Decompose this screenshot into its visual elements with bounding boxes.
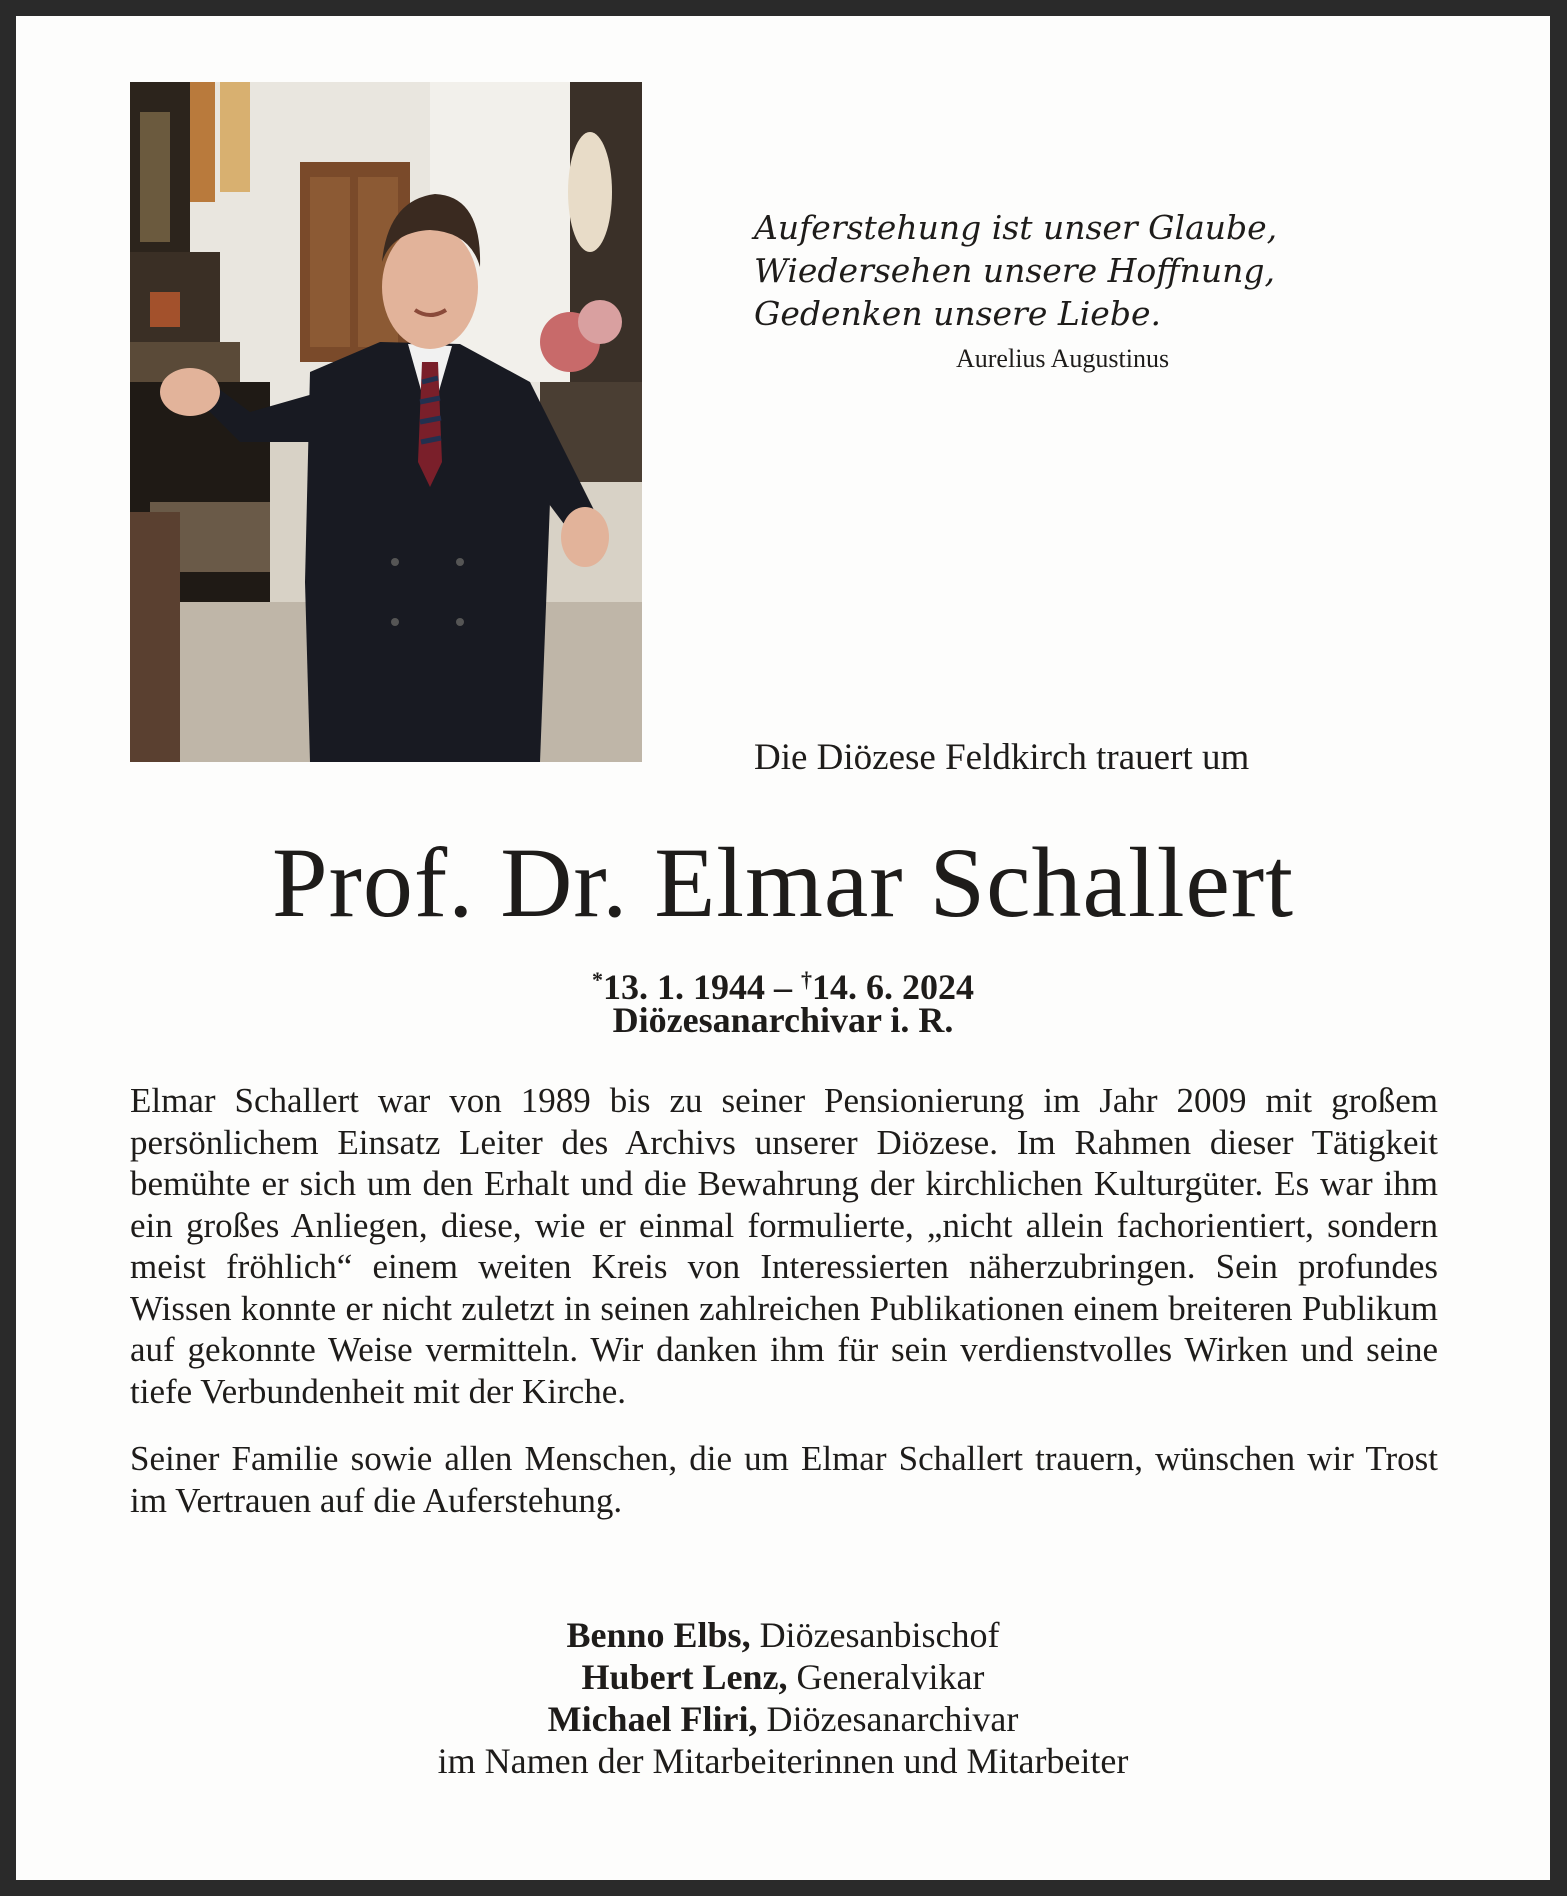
signature-line [16,1698,1550,1740]
signer-title: Diözesanarchivar [757,1699,1019,1739]
obituary-paragraph: Elmar Schallert war von 1989 bis zu seiner Pensionierung im Jahr 2009 mit großem persönlichem Einsatz Leiter des Archivs unserer Diözese. Im Rahmen dieser Tätigkeit bemühte er sich um den Erhalt und die Bewahrung der kirchlichen Kulturgüter. Es war ihm ein großes Anliegen, diese, wie er einmal formulierte, „nicht allein fachorientiert, sondern meist fröhlich“ einem weiten Kreis von Interessierten näherzubringen. Sein profundes Wissen konnte er nicht zuletzt in seinen zahlreichen Publikationen einem breiteren Publikum auf gekonnte Weise vermitteln. Wir danken ihm für sein verdienstvolles Wirken und seine tiefe Verbundenheit mit der Kirche. [130,1081,1438,1411]
intro-text: Die Diözese Feldkirch trauert um [754,737,1250,778]
signer-name: Michael Fliri, [547,1699,758,1739]
death-symbol: † [801,967,812,992]
birth-date: 13. 1. 1944 [603,967,765,1007]
signer-title: Diözesanbischof [750,1615,1000,1655]
portrait-photo [130,82,642,762]
signer-title: Generalvikar [787,1657,985,1697]
obituary-page [16,16,1550,1880]
signature-line [16,1656,1550,1698]
birth-symbol: * [592,967,603,992]
quote-line: Auferstehung ist unser Glaube, [754,208,1278,247]
signature-line [16,1614,1550,1656]
obituary-paragraph: Seiner Familie sowie allen Menschen, die um Elmar Schallert trauern, wünschen wir Trost im Vertrauen auf die Auferstehung. [130,1439,1438,1520]
obituary-text [130,1080,1438,1547]
deceased-role: Diözesanarchivar i. R. [612,1000,954,1040]
closing-line: im Namen der Mitarbeiterinnen und Mitarbeiter [437,1741,1129,1781]
signer-name: Hubert Lenz, [581,1657,788,1697]
signatures [16,1614,1550,1782]
death-date: 14. 6. 2024 [812,967,974,1007]
quote [754,206,1278,335]
quote-author: Aurelius Augustinus [956,344,1170,373]
signer-name: Benno Elbs, [566,1615,751,1655]
quote-line: Wiedersehen unsere Hoffnung, [754,251,1276,290]
quote-line: Gedenken unsere Liebe. [754,294,1161,333]
deceased-name: Prof. Dr. Elmar Schallert [272,827,1294,938]
date-separator: – [765,967,801,1007]
